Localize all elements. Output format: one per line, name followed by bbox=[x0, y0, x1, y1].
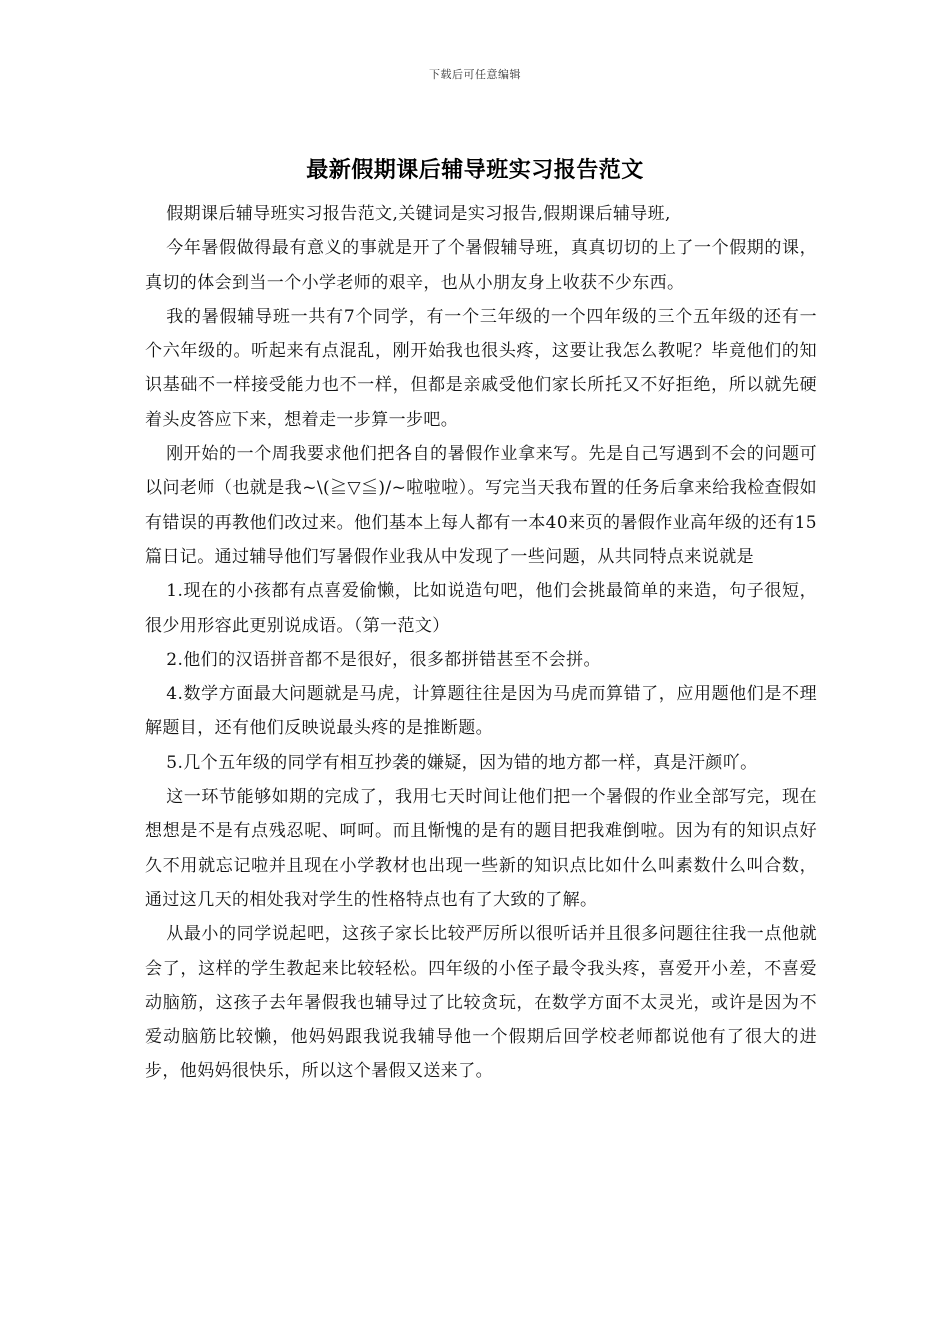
document-title: 最新假期课后辅导班实习报告范文 bbox=[306, 157, 644, 183]
paragraph: 假期课后辅导班实习报告范文,关键词是实习报告,假期课后辅导班, bbox=[166, 204, 671, 224]
paragraph: 我的暑假辅导班一共有7个同学，有一个三年级的一个四年级的三个五年级的还有一个六年级的。听起来有点混乱，刚开始我也很头疼，这要让我怎么教呢？毕竟他们的知识基础不一样接受能力也不一样，但都是亲戚受他们家长所托又不好拒绝，所以就先硬着头皮答应下来，想着走一步算一步吧。 bbox=[145, 306, 817, 430]
paragraph: 今年暑假做得最有意义的事就是开了个暑假辅导班，真真切切的上了一个假期的课，真切的体会到当一个小学老师的艰辛，也从小朋友身上收获不少东西。 bbox=[145, 238, 817, 293]
paragraph: 这一环节能够如期的完成了，我用七天时间让他们把一个暑假的作业全部写完，现在想想是不是有点残忍呢、呵呵。而且惭愧的是有的题目把我难倒啦。因为有的知识点好久不用就忘记啦并且现在小学教材也出现一些新的知识点比如什么叫素数什么叫合数，通过这几天的相处我对学生的性格特点也有了大致的了解。 bbox=[145, 787, 817, 910]
list-item-paragraph: 5.几个五年级的同学有相互抄袭的嫌疑，因为错的地方都一样，真是汗颜吖。 bbox=[166, 752, 758, 773]
list-item-paragraph: 4.数学方面最大问题就是马虎，计算题往往是因为马虎而算错了，应用题他们是不理解题目，还有他们反映说最头疼的是推断题。 bbox=[145, 684, 817, 739]
paragraph: 从最小的同学说起吧，这孩子家长比较严厉所以很听话并且很多问题往往我一点他就会了，这样的学生教起来比较轻松。四年级的小侄子最令我头疼，喜爱开小差，不喜爱动脑筋，这孩子去年暑假我也辅导过了比较贪玩，在数学方面不太灵光，或许是因为不爱动脑筋比较懒，他妈妈跟我说我辅导他一个假期后回学校老师都说他有了很大的进步，他妈妈很快乐，所以这个暑假又送来了。 bbox=[145, 924, 817, 1082]
document-body bbox=[145, 197, 817, 1089]
list-item-paragraph: 2.他们的汉语拼音都不是很好，很多都拼错甚至不会拼。 bbox=[166, 649, 601, 670]
paragraph: 刚开始的一个周我要求他们把各自的暑假作业拿来写。先是自己写遇到不会的问题可以问老师（也就是我~\(≧▽≦)/~啦啦啦）。写完当天我布置的任务后拿来给我检查假如有错误的再教他们改过来。他们基本上每人都有一本40来页的暑假作业高年级的还有15篇日记。通过辅导他们写暑假作业我从中发现了一些问题，从共同特点来说就是 bbox=[145, 444, 817, 567]
list-item-paragraph: 1.现在的小孩都有点喜爱偷懒，比如说造句吧，他们会挑最简单的来造，句子很短，很少用形容此更别说成语。（第一范文） bbox=[145, 581, 817, 636]
header-note: 下载后可任意编辑 bbox=[429, 68, 521, 81]
